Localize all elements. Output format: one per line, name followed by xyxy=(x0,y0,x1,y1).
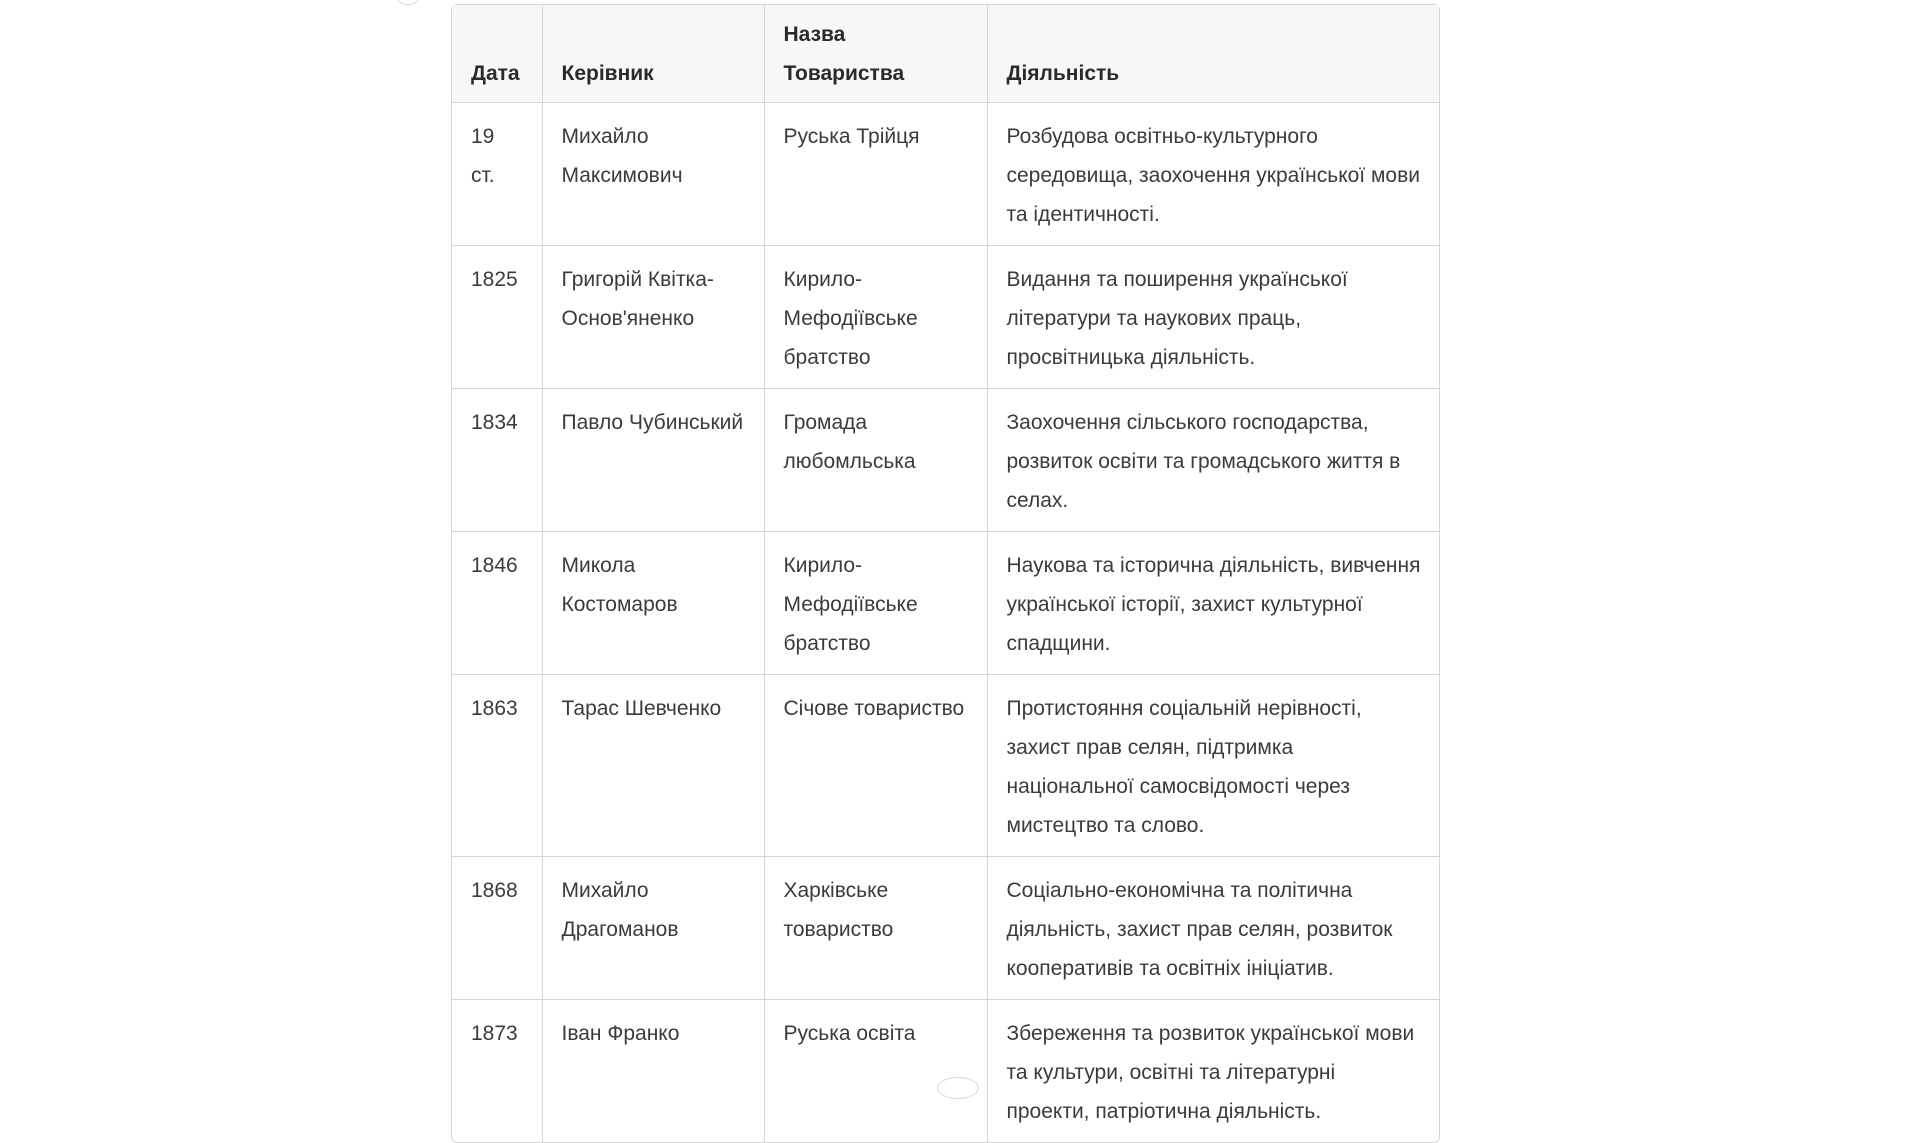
cell-date: 1834 xyxy=(452,389,542,532)
cell-date: 1868 xyxy=(452,857,542,1000)
cell-leader: Іван Франко xyxy=(542,1000,764,1143)
cell-date: 1863 xyxy=(452,675,542,857)
cell-society: Руська Трійця xyxy=(764,103,987,246)
cell-date: 1846 xyxy=(452,532,542,675)
cell-activity: Розбудова освітньо-культурного середовища, заохочення української мови та ідентичності. xyxy=(987,103,1439,246)
cell-activity: Наукова та історична діяльність, вивчення української історії, захист культурної спадщини. xyxy=(987,532,1439,675)
cell-leader: Григорій Квітка-Основ'яненко xyxy=(542,246,764,389)
column-header-activity: Діяльність xyxy=(987,5,1439,103)
table-row xyxy=(452,532,1439,675)
column-header-leader: Керівник xyxy=(542,5,764,103)
table-header-row xyxy=(452,5,1439,103)
table-body xyxy=(452,103,1439,1143)
table-row xyxy=(452,389,1439,532)
cell-activity: Видання та поширення української літератури та наукових праць, просвітницька діяльність. xyxy=(987,246,1439,389)
scroll-down-button[interactable] xyxy=(937,1077,979,1099)
table-row xyxy=(452,675,1439,857)
column-header-society: Назва Товариства xyxy=(764,5,987,103)
cell-activity: Протистояння соціальній нерівності, захист прав селян, підтримка національної самосвідомості через мистецтво та слово. xyxy=(987,675,1439,857)
cell-activity: Заохочення сільського господарства, розвиток освіти та громадського життя в селах. xyxy=(987,389,1439,532)
table-row xyxy=(452,1000,1439,1143)
table-row xyxy=(452,857,1439,1000)
cell-leader: Павло Чубинський xyxy=(542,389,764,532)
cell-date: 19 ст. xyxy=(452,103,542,246)
cell-society: Січове товариство xyxy=(764,675,987,857)
cell-activity: Збереження та розвиток української мови та культури, освітні та літературні проекти, патріотична діяльність. xyxy=(1006,1022,1415,1123)
column-header-date: Дата xyxy=(452,5,542,103)
table-row xyxy=(452,103,1439,246)
table-row xyxy=(452,246,1439,389)
societies-table xyxy=(452,5,1439,1142)
cell-society: Руська освіта xyxy=(764,1000,987,1143)
cell-date: 1873 xyxy=(452,1000,542,1143)
cell-activity: Соціально-економічна та політична діяльність, захист прав селян, розвиток кооперативів та освітніх ініціатив. xyxy=(987,857,1439,1000)
cell-leader: Михайло Драгоманов xyxy=(542,857,764,1000)
scroll-indicator-top xyxy=(395,0,421,5)
cell-society: Кирило-Мефодіївське братство xyxy=(764,246,987,389)
societies-table-container xyxy=(451,4,1440,1143)
cell-date: 1825 xyxy=(452,246,542,389)
cell-society: Громада любомльська xyxy=(764,389,987,532)
cell-society: Харківське товариство xyxy=(764,857,987,1000)
cell-leader: Михайло Максимович xyxy=(542,103,764,246)
table-header xyxy=(452,5,1439,103)
cell-leader: Тарас Шевченко xyxy=(542,675,764,857)
cell-leader: Микола Костомаров xyxy=(542,532,764,675)
cell-society: Кирило-Мефодіївське братство xyxy=(764,532,987,675)
